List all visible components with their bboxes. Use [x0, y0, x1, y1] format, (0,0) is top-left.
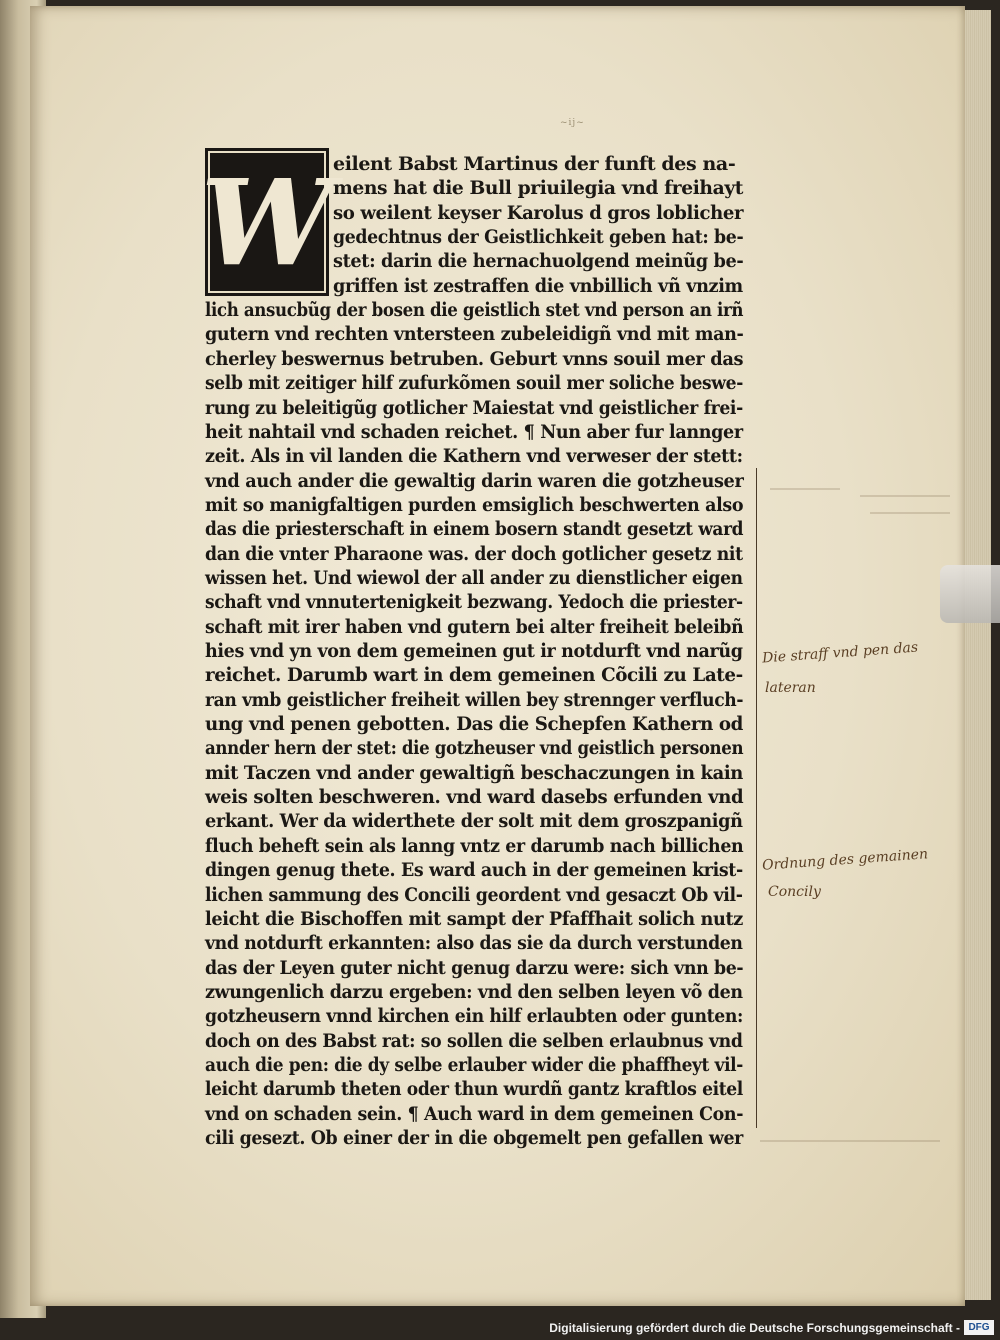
- text-line: reichet. Darumb wart in dem gemeinen Cõcili zu Late-: [205, 664, 743, 687]
- text-line: auch die pen: die dy selbe erlauber wider die phaffheyt vil-: [205, 1053, 743, 1076]
- text-line: dingen genug thete. Es ward auch in der gemeinen krist-: [205, 859, 743, 882]
- text-line: mit so manigfaltigen purden emsiglich beschwerten also: [205, 493, 744, 516]
- text-line: eilent Babst Martinus der funft des na-: [333, 153, 736, 175]
- page-stack-edges: [965, 10, 991, 1300]
- text-line: gedechtnus der Geistlichkeit geben hat: be-: [333, 226, 744, 249]
- faint-marginal-trace: [770, 488, 840, 490]
- text-line: weis solten beschweren. vnd ward dasebs erfunden vnd: [205, 786, 744, 809]
- text-line: lich ansucbũg der bosen die geistlich stet vnd person an irñ: [205, 299, 744, 322]
- marginal-note-2-line-1: Ordnung des gemainen: [761, 846, 929, 874]
- text-line: ran vmb geistlicher freiheit willen bey strennger verfluch-: [205, 688, 744, 711]
- text-line: annder hern der stet: die gotzheuser vnd geistlich personen: [205, 737, 744, 760]
- marginal-note-1-line-2: lateran: [765, 680, 816, 696]
- margin-bracket: [748, 468, 757, 1128]
- text-line: fluch beheft sein als lanng vntz er darumb nach billichen: [205, 834, 744, 857]
- text-line: rung zu beleitigũg gotlicher Maiestat vnd geistlicher frei-: [205, 396, 743, 419]
- color-calibration-tab: [940, 565, 1000, 623]
- text-line: erkant. Wer da widerthete der solt mit dem groszpanigñ: [205, 810, 743, 833]
- dfg-logo: DFG: [964, 1320, 994, 1335]
- text-line: cherley beswernus betruben. Geburt vnns souil mer das: [205, 347, 744, 370]
- text-line: das die priesterschaft in einem bosern standt gesetzt ward: [205, 518, 744, 541]
- text-line: stet: darin die hernachuolgend meinũg be-: [333, 250, 744, 273]
- text-line: zwungenlich darzu ergeben: vnd den selben leyen võ den: [205, 980, 743, 1003]
- text-line: cili gesezt. Ob einer der in die obgemelt pen gefallen wer: [205, 1127, 743, 1149]
- text-line: leicht die Bischoffen mit sampt der Pfaffhait solich nutz: [205, 907, 743, 930]
- text-line: heit nahtail vnd schaden reichet. ¶ Nun aber fur lannger: [205, 420, 743, 443]
- text-line: griffen ist zestraffen die vnbillich vñ vnzim: [333, 274, 743, 297]
- text-line: dan die vnter Pharaone was. der doch gotlicher gesetz nit: [205, 542, 743, 565]
- text-line: vnd auch ander die gewaltig darin waren die gotzheuser: [205, 469, 744, 492]
- text-line: mens hat die Bull priuilegia vnd freihayt: [333, 177, 744, 200]
- faint-marginal-trace: [870, 512, 950, 514]
- text-line: mit Taczen vnd ander gewaltigñ beschaczungen in kain: [205, 761, 743, 784]
- folio-mark: ~ij~: [560, 118, 585, 128]
- text-line: doch on des Babst rat: so sollen die selben erlaubnus vnd: [205, 1029, 743, 1052]
- text-line: gutern vnd rechten vntersteen zubeleidigñ vnd mit man-: [205, 323, 744, 346]
- marginal-note-1-line-1: Die straff vnd pen das: [761, 639, 919, 667]
- text-line: lichen sammung des Concili geordent vnd gesaczt Ob vil-: [205, 883, 743, 906]
- text-line: vnd notdurft erkannten: also das sie da durch verstunden: [205, 932, 743, 955]
- marginal-note-2-line-2: Concily: [768, 884, 821, 900]
- decorated-initial: W: [205, 148, 329, 296]
- faint-marginal-trace: [860, 495, 950, 497]
- text-line: leicht darumb theten oder thun wurdñ gantz kraftlos eitel: [205, 1078, 743, 1101]
- text-line: wissen het. Und wiewol der all ander zu dienstlicher eigen: [205, 566, 743, 589]
- text-line: ung vnd penen gebotten. Das die Schepfen Kathern od: [205, 713, 743, 736]
- text-line: gotzheusern vnnd kirchen ein hilf erlaubten oder gunten:: [205, 1005, 743, 1028]
- text-line: vnd on schaden sein. ¶ Auch ward in dem gemeinen Con-: [205, 1102, 744, 1125]
- text-line: schaft vnd vnnutertenigkeit bezwang. Yedoch die priester-: [205, 591, 743, 614]
- text-line: schaft mit irer haben vnd gutern bei alter freiheit beleibñ: [205, 615, 744, 638]
- text-line: zeit. Als in vil landen die Kathern vnd verweser der stett:: [205, 445, 743, 468]
- text-line: hies vnd yn von dem gemeinen gut ir notdurft vnd narũg: [205, 640, 743, 662]
- text-line: selb mit zeitiger hilf zufurkõmen souil mer soliche beswe-: [205, 372, 743, 395]
- text-line: das der Leyen guter nicht genug darzu were: sich vnn be-: [205, 956, 744, 979]
- faint-marginal-trace: [760, 1140, 940, 1142]
- text-line: so weilent keyser Karolus d gros loblicher: [333, 201, 744, 224]
- digitization-credit: Digitalisierung gefördert durch die Deutsche Forschungsgemeinschaft -: [549, 1321, 960, 1335]
